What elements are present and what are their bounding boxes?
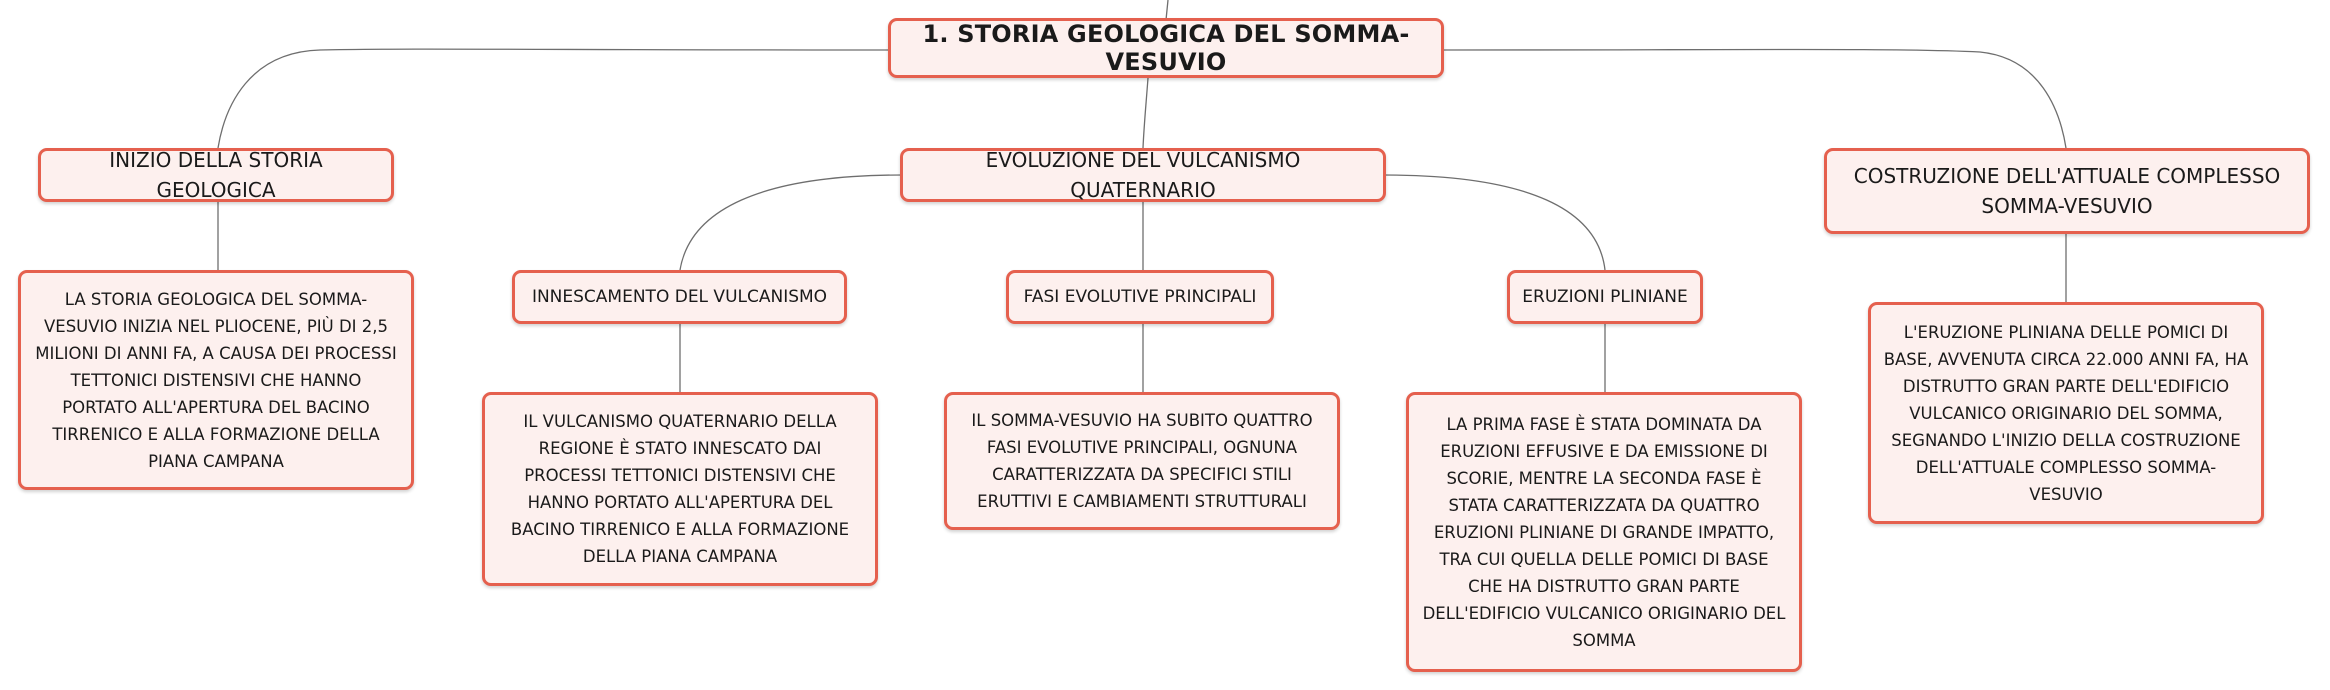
subbranch-innescamento-label: INNESCAMENTO DEL VULCANISMO <box>531 287 828 307</box>
subbranch-eruzioni-label: ERUZIONI PLINIANE <box>1522 287 1688 307</box>
subbranch-eruzioni[interactable] <box>1507 270 1703 324</box>
detail-inizio[interactable] <box>18 270 414 490</box>
root-title: 1. STORIA GEOLOGICA DEL SOMMA-VESUVIO <box>922 20 1410 76</box>
detail-eruzioni-text: LA PRIMA FASE È STATA DOMINATA DA ERUZIONI EFFUSIVE E DA EMISSIONE DI SCORIE, MENTRE LA SECONDA FASE È STATA CARATTERIZZATA DA QUATTRO ERUZIONI PLINIANE DI GRANDE IMPATTO, TRA CUI QUELLA DELLE POMICI DI BASE CHE HA DISTRUTTO GRAN PARTE DELL'EDIFICIO VULCANICO ORIGINARIO DEL SOMMA <box>1422 414 1786 650</box>
branch-evoluzione[interactable] <box>900 148 1386 202</box>
subbranch-fasi[interactable] <box>1006 270 1274 324</box>
connector-root-right <box>1443 50 2066 149</box>
detail-innescamento-text: IL VULCANISMO QUATERNARIO DELLA REGIONE È STATO INNESCATO DAI PROCESSI TETTONICI DISTENSIVI CHE HANNO PORTATO ALL'APERTURA DEL BACINO TIRRENICO E ALLA FORMAZIONE DELLA PIANA CAMPANA <box>510 412 850 566</box>
connector-root-left <box>218 49 890 148</box>
subbranch-fasi-label: FASI EVOLUTIVE PRINCIPALI <box>1023 287 1257 307</box>
connector-mid-child1 <box>680 175 902 270</box>
root-node[interactable] <box>888 18 1444 78</box>
branch-evoluzione-label: EVOLUZIONE DEL VULCANISMO QUATERNARIO <box>985 148 1301 202</box>
connector-top <box>1166 0 1168 20</box>
branch-inizio[interactable] <box>38 148 394 202</box>
detail-fasi[interactable] <box>944 392 1340 530</box>
connector-root-middle <box>1143 78 1148 148</box>
detail-costruzione-text: L'ERUZIONE PLINIANA DELLE POMICI DI BASE, AVVENUTA CIRCA 22.000 ANNI FA, HA DISTRUTTO GRAN PARTE DELL'EDIFICIO VULCANICO ORIGINARIO DEL SOMMA, SEGNANDO L'INIZIO DELLA COSTRUZIONE DELL'ATTUALE COMPLESSO SOMMA-VESUVIO <box>1883 322 2249 504</box>
detail-innescamento[interactable] <box>482 392 878 586</box>
detail-costruzione[interactable] <box>1868 302 2264 524</box>
subbranch-innescamento[interactable] <box>512 270 847 324</box>
connector-mid-child3 <box>1384 175 1605 270</box>
detail-inizio-text: LA STORIA GEOLOGICA DEL SOMMA-VESUVIO INIZIA NEL PLIOCENE, PIÙ DI 2,5 MILIONI DI ANNI FA, A CAUSA DEI PROCESSI TETTONICI DISTENSIVI CHE HANNO PORTATO ALL'APERTURA DEL BACINO TIRRENICO E ALLA FORMAZIONE DELLA PIANA CAMPANA <box>35 289 397 471</box>
detail-fasi-text: IL SOMMA-VESUVIO HA SUBITO QUATTRO FASI EVOLUTIVE PRINCIPALI, OGNUNA CARATTERIZZATA DA SPECIFICI STILI ERUTTIVI E CAMBIAMENTI STRUTTURALI <box>971 411 1313 511</box>
branch-costruzione-label: COSTRUZIONE DELL'ATTUALE COMPLESSO SOMMA-VESUVIO <box>1853 164 2281 218</box>
branch-inizio-label: INIZIO DELLA STORIA GEOLOGICA <box>109 148 323 202</box>
detail-eruzioni[interactable] <box>1406 392 1802 672</box>
branch-costruzione[interactable] <box>1824 148 2310 234</box>
